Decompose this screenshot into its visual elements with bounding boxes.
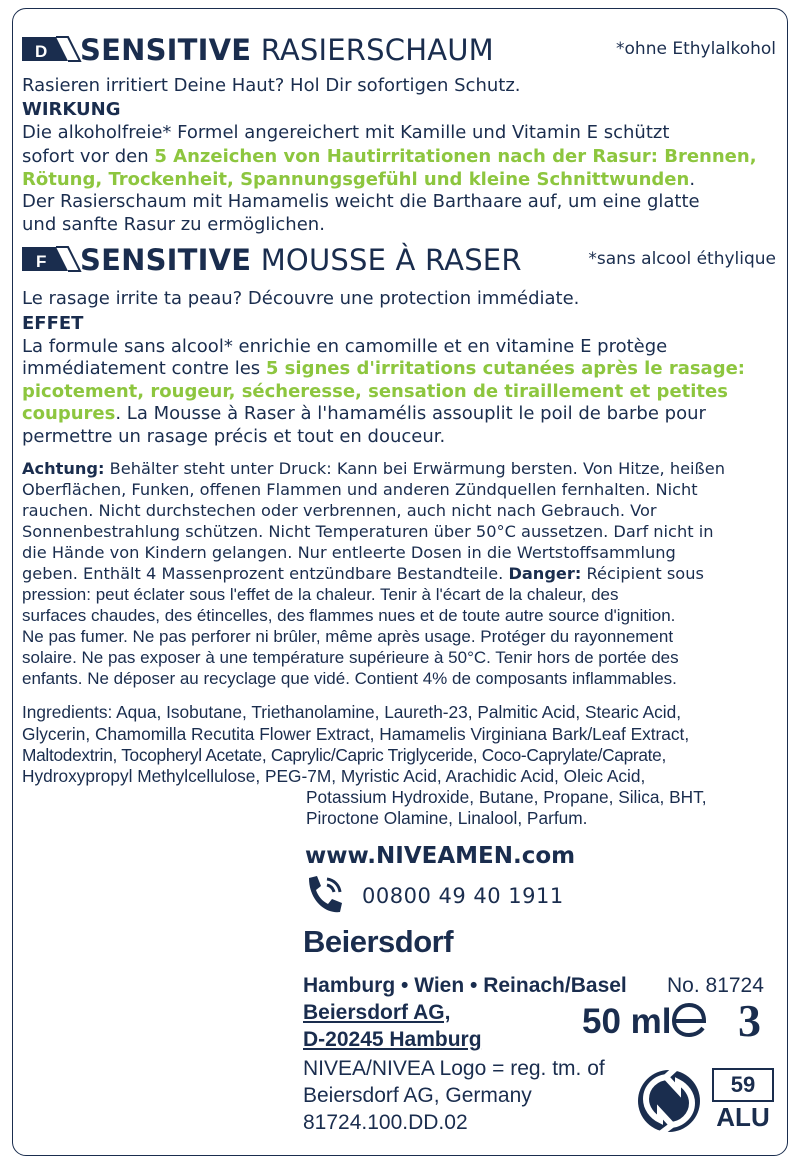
warning-line-5: die Hände von Kindern gelangen. Nur entleerte Dosen in die Wertstoffsammlung <box>22 543 676 562</box>
tab-d-icon <box>22 34 84 64</box>
de-body-1: Die alkoholfreie* Formel angereichert mit Kamille und Vitamin E schützt <box>22 122 670 143</box>
green-dot-recycling-icon <box>636 1068 702 1134</box>
product-number: No. 81724 <box>667 974 764 997</box>
trademark-line-2: Beiersdorf AG, Germany <box>303 1084 532 1107</box>
warning-line-3: rauchen. Nicht durchstechen oder verbrennen, auch nicht nach Gebrauch. Vor <box>22 501 657 520</box>
svg-text:D: D <box>35 42 48 61</box>
de-title: SENSITIVE RASIERSCHAUM <box>80 33 494 67</box>
de-header <box>22 30 782 70</box>
postal-line: D-20245 Hamburg <box>303 1028 482 1051</box>
estimated-sign-icon <box>669 999 709 1039</box>
warning-line-11: enfants. Ne déposer au recyclage que vidé. Contient 4% de composants inflammables. <box>22 669 677 688</box>
de-body-5: und sanfte Rasur zu ermöglichen. <box>22 214 325 235</box>
recycling-number: 59 <box>712 1068 774 1102</box>
fr-body-3: picotement, rougeur, sécheresse, sensation de tiraillement et petites <box>22 381 728 402</box>
fr-body-2: immédiatement contre les 5 signes d'irritations cutanées après le rasage: <box>22 358 745 379</box>
fr-body-5: permettre un rasage précis et tout en douceur. <box>22 426 446 447</box>
fr-footnote: *sans alcool éthylique <box>588 249 776 269</box>
warning-line-1: Achtung: Behälter steht unter Druck: Kann bei Erwärmung bersten. Von Hitze, heißen <box>22 459 725 478</box>
fr-body-4: coupures. La Mousse à Raser à l'hamamélis assouplit le poil de barbe pour <box>22 403 706 424</box>
warning-line-9: Ne pas fumer. Ne pas perforer ni brûler, même après usage. Protéger du rayonnement <box>22 627 674 646</box>
fr-header <box>22 240 782 280</box>
ingredients-line-2: Glycerin, Chamomilla Recutita Flower Extract, Hamamelis Virginiana Bark/Leaf Extract, <box>22 724 690 744</box>
website-link[interactable]: www.NIVEAMEN.com <box>305 843 576 869</box>
fr-intro: Le rasage irrite ta peau? Découvre une protection immédiate. <box>22 288 580 309</box>
de-body-3: Rötung, Trockenheit, Spannungsgefühl und kleine Schnittwunden. <box>22 169 696 190</box>
company-line: Beiersdorf AG, <box>303 1001 451 1024</box>
ingredients-line-1: Ingredients: Aqua, Isobutane, Triethanolamine, Laureth-23, Palmitic Acid, Stearic Acid, <box>22 702 681 722</box>
de-body-2: sofort vor den 5 Anzeichen von Hautirritationen nach der Rasur: Brennen, <box>22 146 757 167</box>
de-intro: Rasieren irritiert Deine Haut? Hol Dir sofortigen Schutz. <box>22 75 521 96</box>
volume-amount: 50 ml <box>582 1002 672 1041</box>
ingredients-line-6: Piroctone Olamine, Linalool, Parfum. <box>306 808 588 828</box>
phone-icon <box>303 874 347 916</box>
recycling-material: ALU <box>716 1102 770 1132</box>
box-mark: 3 <box>738 995 761 1046</box>
batch-code: 81724.100.DD.02 <box>303 1111 468 1134</box>
de-heading: WIRKUNG <box>22 99 121 120</box>
svg-text:F: F <box>36 252 47 271</box>
fr-title: SENSITIVE MOUSSE À RASER <box>80 243 522 277</box>
trademark-line-1: NIVEA/NIVEA Logo = reg. tm. of <box>303 1057 605 1080</box>
fr-body-1: La formule sans alcool* enrichie en camomille et en vitamine E protège <box>22 336 668 357</box>
warning-line-6: geben. Enthält 4 Massenprozent entzündbare Bestandteile. Danger: Récipient sous <box>22 564 704 583</box>
ingredients-line-4: Hydroxypropyl Methylcellulose, PEG-7M, Myristic Acid, Arachidic Acid, Oleic Acid, <box>22 766 646 786</box>
warning-line-7: pression: peut éclater sous l'effet de la chaleur. Tenir à l'écart de la chaleur, des <box>22 585 619 604</box>
warning-line-8: surfaces chaudes, des étincelles, des flammes nues et de toute autre source d'ignition. <box>22 606 676 625</box>
phone-number: 00800 49 40 1911 <box>362 884 564 908</box>
warning-line-2: Oberflächen, Funken, offenen Flammen und anderen Zündquellen fernhalten. Nicht <box>22 480 698 499</box>
de-footnote: *ohne Ethylalkohol <box>616 39 776 59</box>
cities-line: Hamburg • Wien • Reinach/Basel <box>303 974 627 997</box>
fr-heading: EFFET <box>22 313 84 334</box>
de-body-4: Der Rasierschaum mit Hamamelis weicht die Barthaare auf, um eine glatte <box>22 191 700 212</box>
ingredients-line-3: Maltodextrin, Tocopheryl Acetate, Caprylic/Capric Triglyceride, Coco-Caprylate/Caprate, <box>22 745 666 765</box>
tab-f-icon <box>22 244 84 274</box>
ingredients-line-5: Potassium Hydroxide, Butane, Propane, Silica, BHT, <box>306 787 707 807</box>
warning-line-4: Sonnenbestrahlung schützen. Nicht Temperaturen über 50°C aussetzen. Darf nicht in <box>22 522 714 541</box>
warning-line-10: solaire. Ne pas exposer à une température supérieure à 50°C. Tenir hors de portée des <box>22 648 679 667</box>
brand-logo: Beiersdorf <box>303 924 454 959</box>
